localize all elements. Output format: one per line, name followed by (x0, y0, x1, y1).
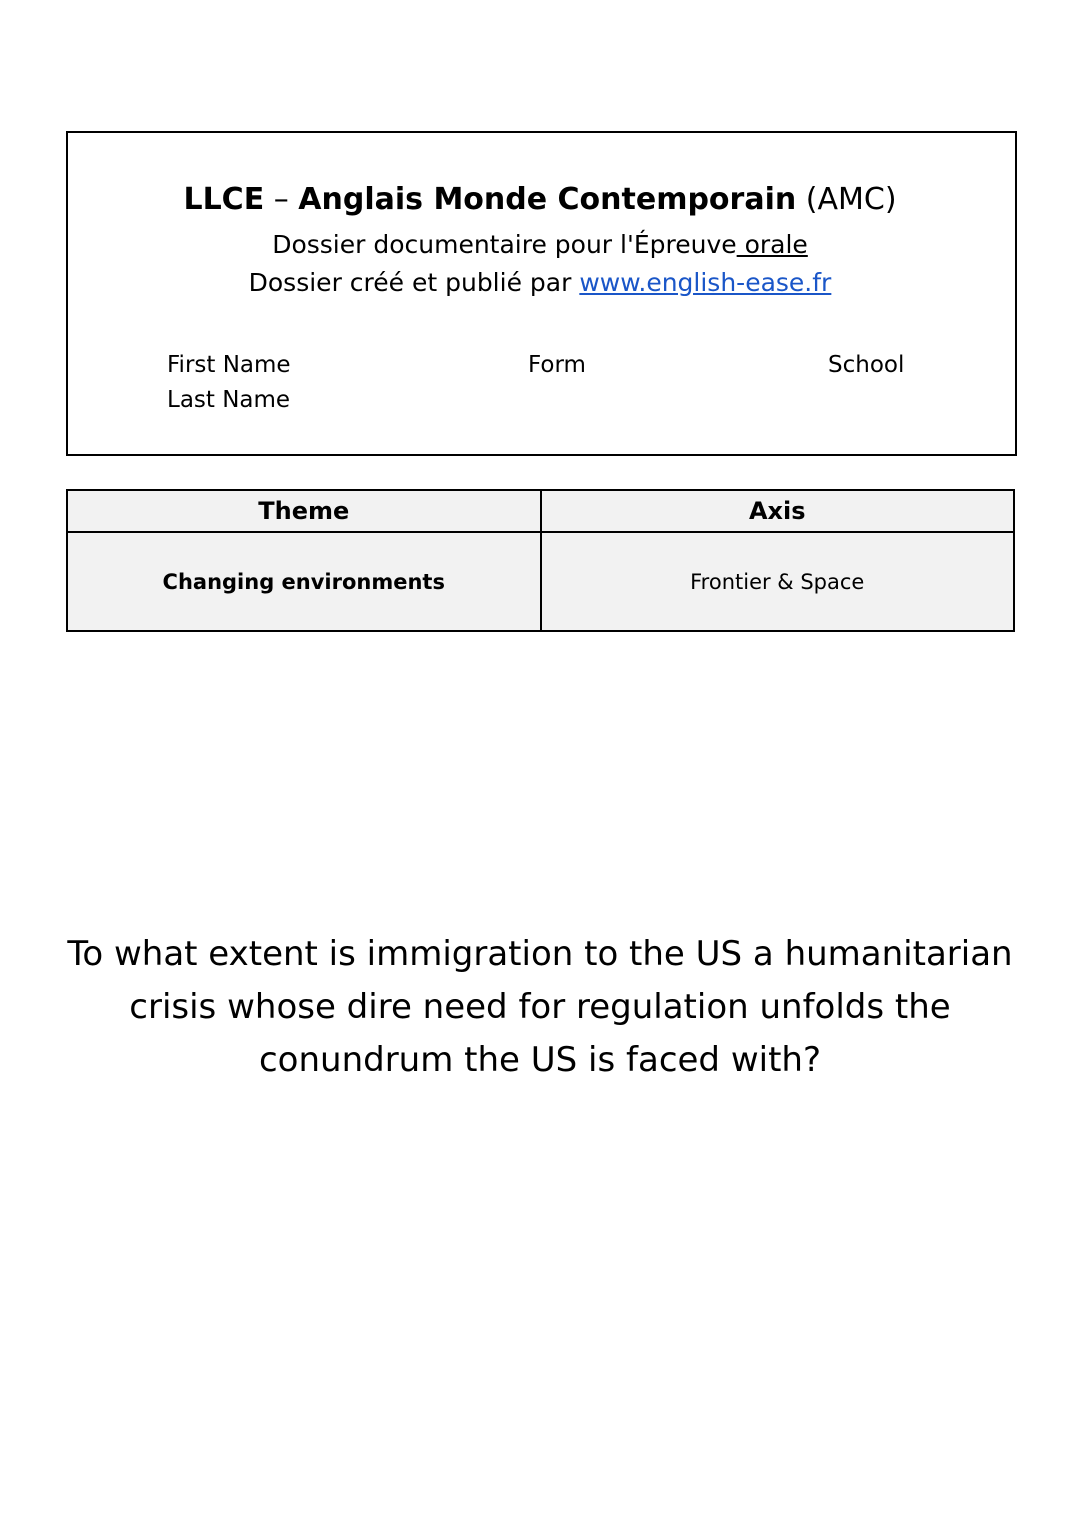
website-link[interactable]: www.english-ease.fr (579, 268, 832, 297)
theme-header: Theme (67, 490, 541, 532)
axis-value: Frontier & Space (541, 532, 1015, 631)
problematic-question: To what extent is immigration to the US a humanitarian crisis whose dire need for regulation unfolds the conundrum the US is faced with? (67, 934, 1013, 1080)
first-name-label: First Name (167, 352, 291, 378)
axis-header: Axis (541, 490, 1015, 532)
subtitle-orale: orale (736, 230, 808, 259)
form-label: Form (528, 352, 586, 378)
theme-value: Changing environments (67, 532, 541, 631)
llce-label: LLCE (183, 182, 265, 217)
theme-axis-table (66, 489, 1015, 632)
subtitle (0, 230, 1080, 259)
subtitle-text: Dossier documentaire pour l'Épreuve (272, 230, 737, 259)
credit-text: Dossier créé et publié par (248, 268, 580, 297)
dash: – (264, 182, 299, 217)
school-label: School (828, 352, 905, 378)
document-title (0, 182, 1080, 217)
credit-line (0, 268, 1080, 297)
last-name-label: Last Name (167, 387, 291, 413)
course-name: Anglais Monde Contemporain (298, 182, 797, 217)
course-abbr: (AMC) (796, 182, 897, 217)
